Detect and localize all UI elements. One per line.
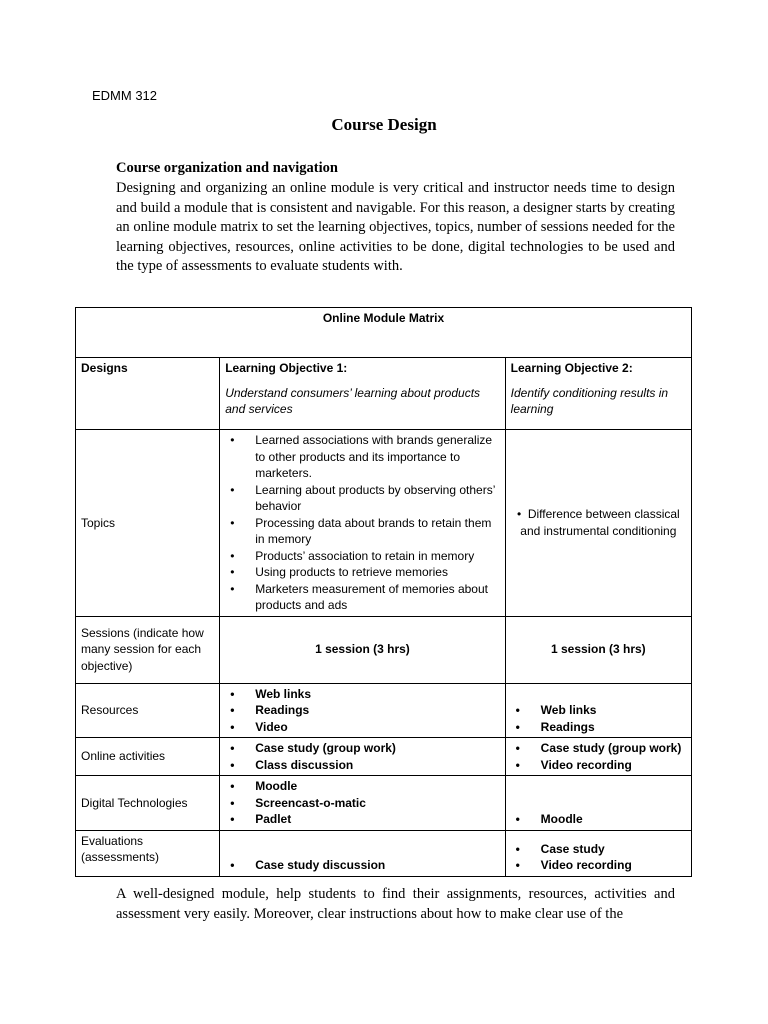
topics-label: Topics: [76, 430, 220, 617]
lo2-cell: [505, 358, 691, 430]
matrix-caption: Online Module Matrix: [76, 308, 692, 358]
sessions-label: Sessions (indicate how many session for each objective): [76, 616, 220, 683]
resources-lo2-list: [511, 702, 686, 735]
resources-lo2-cell: [505, 683, 691, 738]
table-row-resources: [76, 683, 692, 738]
list-item: • Learning about products by observing others’ behavior: [255, 482, 499, 515]
tech-lo1-cell: [220, 776, 505, 831]
table-row-sessions: [76, 616, 692, 683]
lo2-title: Learning Objective 2:: [510, 361, 633, 375]
list-item: • Moodle: [255, 778, 499, 795]
course-code: EDMM 312: [92, 88, 158, 103]
list-item: • Padlet: [255, 811, 499, 828]
list-item: • Case study discussion: [255, 857, 499, 874]
table-row-caption: [76, 308, 692, 358]
activities-lo1-list: [225, 740, 499, 773]
activities-lo1-cell: [220, 738, 505, 776]
topics-lo2-cell: [505, 430, 691, 617]
eval-lo1-cell: [220, 830, 505, 876]
list-item: • Moodle: [541, 811, 686, 828]
lo2-description: Identify conditioning results in learning: [510, 385, 669, 416]
tech-label: Digital Technologies: [76, 776, 220, 831]
activities-lo2-list: [511, 740, 686, 773]
list-item: • Using products to retrieve memories: [255, 564, 499, 581]
lo1-title: Learning Objective 1:: [225, 361, 348, 375]
lo1-cell: [220, 358, 505, 430]
bullet-icon: •: [516, 507, 528, 522]
topics-lo1-list: [225, 432, 499, 614]
list-item: • Screencast-o-matic: [255, 795, 499, 812]
topics-lo1-cell: [220, 430, 505, 617]
activities-lo2-cell: [505, 738, 691, 776]
page-title: Course Design: [331, 115, 437, 134]
table-row-tech: [76, 776, 692, 831]
lo1-description: Understand consumers’ learning about products and services: [225, 385, 481, 416]
list-item: • Class discussion: [255, 757, 499, 774]
table-row-evaluations: [76, 830, 692, 876]
list-item: • Learned associations with brands generalize to other products and its importance to marketers.: [255, 432, 499, 482]
tech-lo2-list: [511, 811, 686, 828]
tech-lo1-list: [225, 778, 499, 828]
list-item: • Processing data about brands to retain them in memory: [255, 515, 499, 548]
list-item: • Case study (group work): [541, 740, 686, 757]
table-row-designs: [76, 358, 692, 430]
eval-lo2-cell: [505, 830, 691, 876]
module-matrix-table: [75, 307, 692, 877]
list-item: • Video recording: [541, 857, 686, 874]
list-item: • Web links: [541, 702, 686, 719]
tech-lo2-cell: [505, 776, 691, 831]
activities-label: Online activities: [76, 738, 220, 776]
table-row-topics: [76, 430, 692, 617]
designs-label: Designs: [76, 358, 220, 430]
sessions-lo1: 1 session (3 hrs): [220, 616, 505, 683]
eval-lo2-list: [511, 841, 686, 874]
list-item: • Video recording: [541, 757, 686, 774]
list-item: • Web links: [255, 686, 499, 703]
resources-label: Resources: [76, 683, 220, 738]
list-item: • Video: [255, 719, 499, 736]
section-heading: Course organization and navigation: [116, 160, 338, 176]
topics-lo2-item: Difference between classical and instrumental conditioning: [520, 507, 680, 538]
list-item: • Products’ association to retain in memory: [255, 548, 499, 565]
list-item: • Marketers measurement of memories about products and ads: [255, 581, 499, 614]
resources-lo1-cell: [220, 683, 505, 738]
list-item: • Readings: [541, 719, 686, 736]
intro-paragraph: Designing and organizing an online module is very critical and instructor needs time to design and build a module that is consistent and navigable. For this reason, a designer starts by creating an online module matrix to set the learning objectives, topics, number of sessions needed for the learning objectives, resources, online activities to be done, digital technologies to be used and the type of assessments to evaluate students with.: [116, 180, 675, 274]
resources-lo1-list: [225, 686, 499, 736]
list-item: • Case study (group work): [255, 740, 499, 757]
list-item: • Case study: [541, 841, 686, 858]
table-row-activities: [76, 738, 692, 776]
eval-lo1-list: [225, 857, 499, 874]
sessions-lo2: 1 session (3 hrs): [505, 616, 691, 683]
closing-paragraph: A well-designed module, help students to find their assignments, resources, activities and assessment very easily. Moreover, clear instructions about how to make clear use of the: [116, 886, 675, 922]
list-item: • Readings: [255, 702, 499, 719]
eval-label: Evaluations (assessments): [76, 830, 220, 876]
